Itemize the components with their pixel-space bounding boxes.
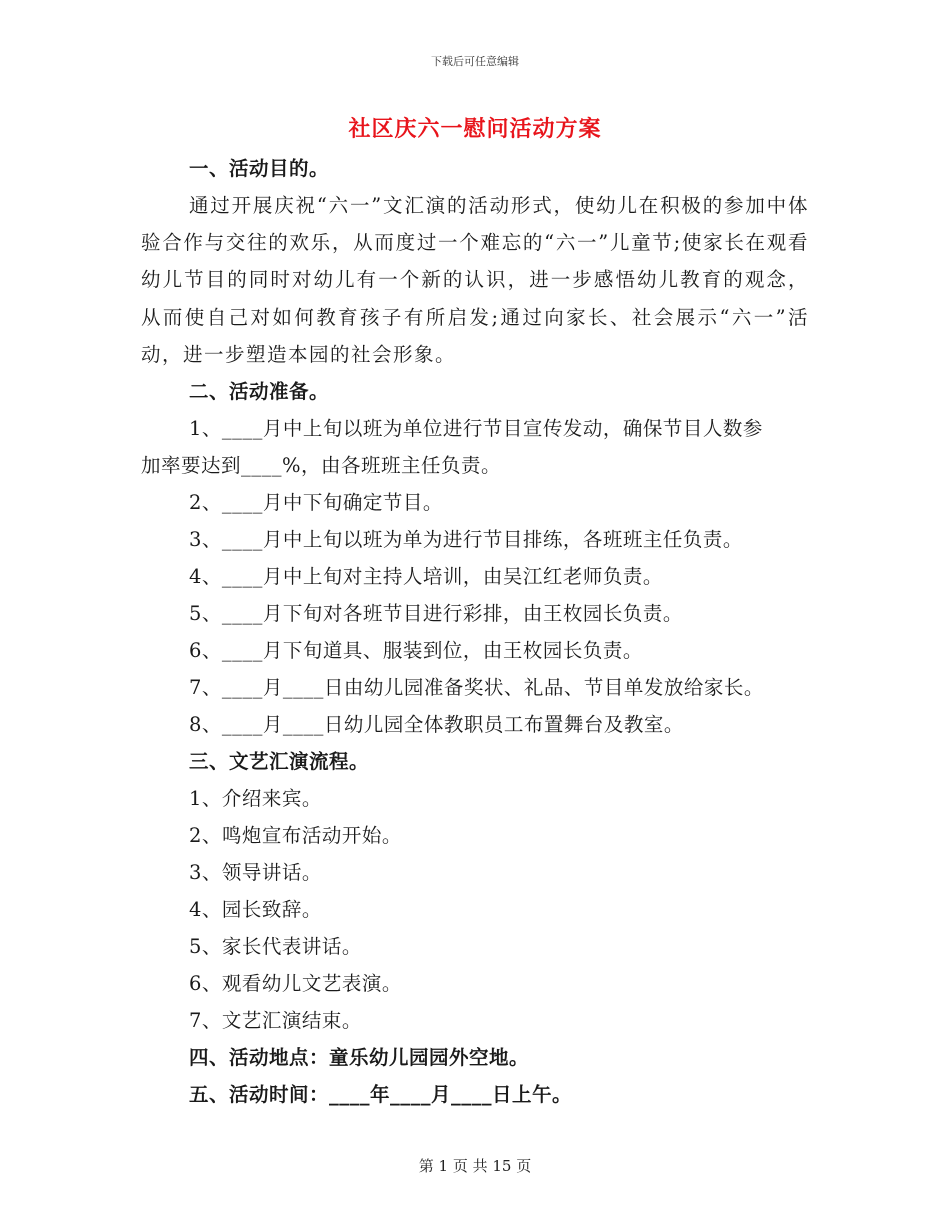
prep-item-4: 4、____月中上旬对主持人培训，由吴江红老师负责。	[189, 565, 663, 589]
flow-item-2: 2、鸣炮宣布活动开始。	[189, 824, 402, 848]
flow-item-5: 5、家长代表讲话。	[189, 935, 362, 959]
section-1-heading: 一、活动目的。	[189, 157, 330, 180]
flow-item-3: 3、领导讲话。	[189, 861, 322, 885]
flow-item-6: 6、观看幼儿文艺表演。	[189, 972, 402, 996]
prep-item-7: 7、____月____日由幼儿园准备奖状、礼品、节目单发放给家长。	[189, 676, 764, 700]
prep-item-8: 8、____月____日幼儿园全体教职员工布置舞台及教室。	[189, 713, 684, 737]
section-1-paragraph: 通过开展庆祝“六一”文汇演的活动形式，使幼儿在积极的参加中体验合作与交往的欢乐，从而度过一个难忘的“六一”儿童节;使家长在观看幼儿节目的同时对幼儿有一个新的认识，进一步感悟幼儿教育的观念，从而使自己对如何教育孩子有所启发;通过向家长、社会展示“六一”活动，进一步塑造本园的社会形象。	[141, 194, 809, 366]
section-4-heading: 四、活动地点：童乐幼儿园园外空地。	[189, 1046, 530, 1070]
prep-item-6: 6、____月下旬道具、服装到位，由王枚园长负责。	[189, 639, 643, 663]
prep-item-3: 3、____月中上旬以班为单为进行节目排练，各班班主任负责。	[189, 528, 743, 552]
document-title: 社区庆六一慰问活动方案	[348, 116, 602, 142]
section-2-heading: 二、活动准备。	[189, 380, 330, 404]
page-footer: 第 1 页 共 15 页	[418, 1157, 532, 1175]
flow-item-4: 4、园长致辞。	[189, 898, 322, 922]
prep-item-1-line-2: 加率要达到____%，由各班班主任负责。	[141, 454, 502, 478]
header-note: 下载后可任意编辑	[431, 55, 519, 68]
section-5-heading: 五、活动时间：____年____月____日上午。	[189, 1083, 573, 1107]
flow-item-1: 1、介绍来宾。	[189, 787, 322, 811]
flow-item-7: 7、文艺汇演结束。	[189, 1009, 362, 1033]
prep-item-5: 5、____月下旬对各班节目进行彩排，由王枚园长负责。	[189, 602, 683, 626]
document-body	[141, 150, 809, 1113]
prep-item-1-line-1: 1、____月中上旬以班为单位进行节目宣传发动，确保节目人数参	[189, 417, 763, 441]
section-3-heading: 三、文艺汇演流程。	[189, 750, 370, 774]
prep-item-2: 2、____月中下旬确定节目。	[189, 491, 443, 515]
